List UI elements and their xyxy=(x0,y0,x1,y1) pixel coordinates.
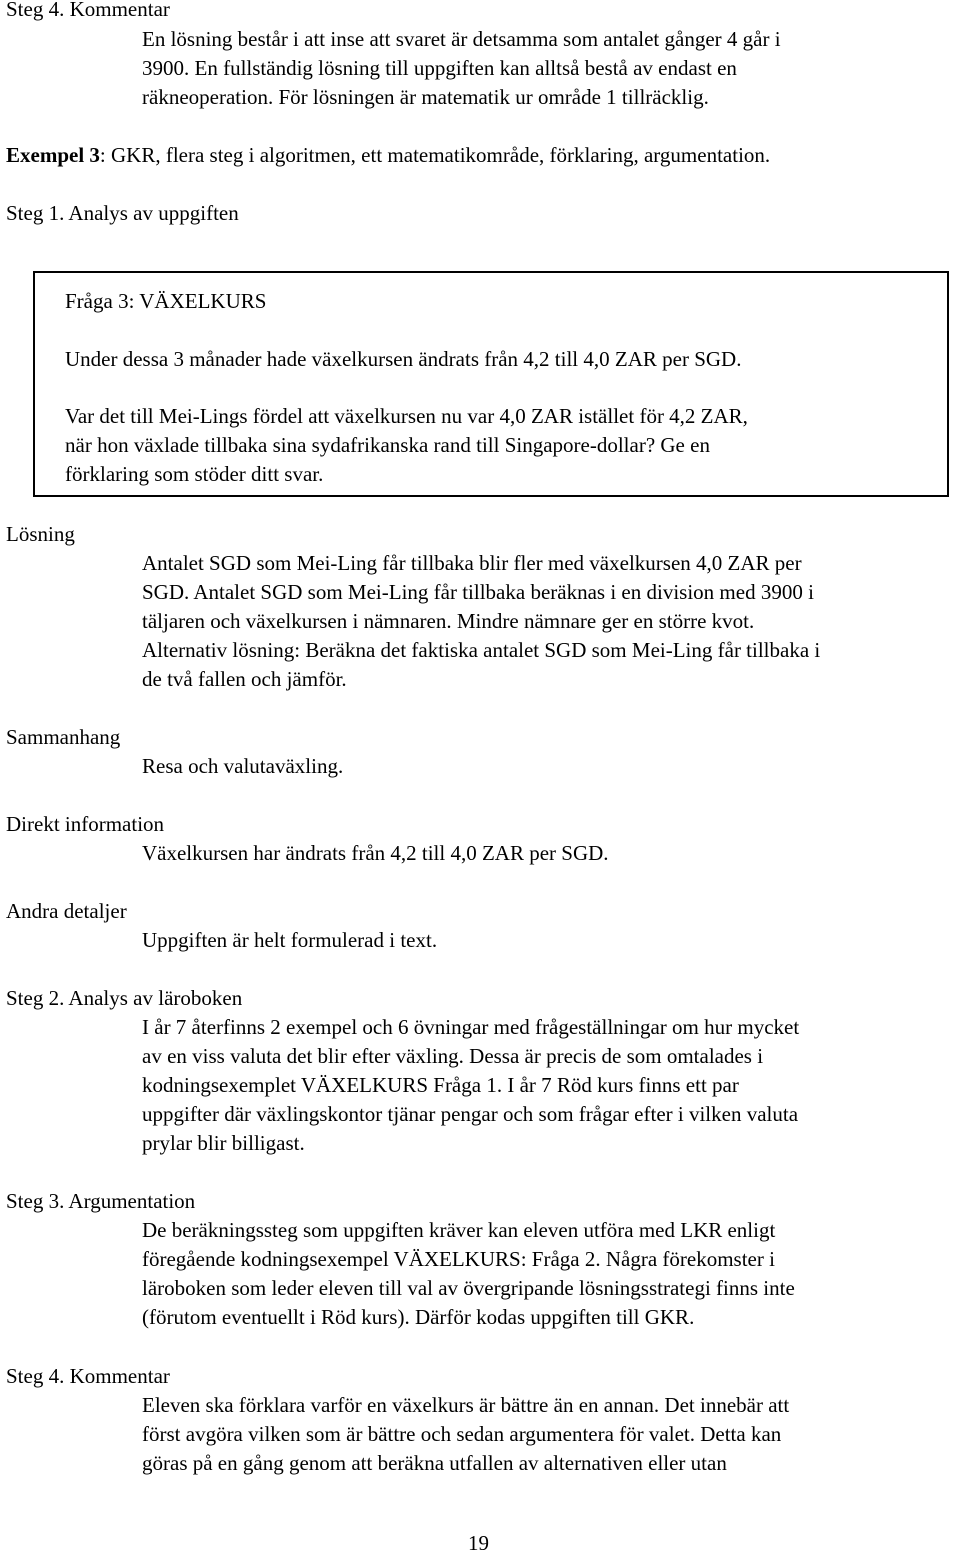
question-title: Fråga 3: VÄXELKURS xyxy=(65,289,267,313)
paragraph-line: De beräkningssteg som uppgiften kräver kan eleven utföra med LKR enligt xyxy=(142,1218,776,1242)
question-statement: Under dessa 3 månader hade växelkursen ändrats från 4,2 till 4,0 ZAR per SGD. xyxy=(65,347,742,371)
solution-line: de två fallen och jämför. xyxy=(142,667,347,691)
paragraph-line: räkneoperation. För lösningen är matematik ur område 1 tillräcklig. xyxy=(142,85,709,109)
page-number: 19 xyxy=(468,1531,489,1555)
section-heading-step2: Steg 2. Analys av läroboken xyxy=(6,986,243,1010)
paragraph-line: av en viss valuta det blir efter växling. Dessa är precis de som omtalades i xyxy=(142,1044,764,1068)
section-heading-step3: Steg 3. Argumentation xyxy=(6,1189,196,1213)
paragraph-line: först avgöra vilken som är bättre och sedan argumentera för valet. Detta kan xyxy=(142,1422,782,1446)
paragraph-line: (förutom eventuellt i Röd kurs). Därför kodas uppgiften till GKR. xyxy=(142,1305,695,1329)
paragraph-line: I år 7 återfinns 2 exempel och 6 övningar med frågeställningar om hur mycket xyxy=(142,1015,800,1039)
direct-info-label: Direkt information xyxy=(6,812,165,836)
question-line: när hon växlade tillbaka sina sydafrikanska rand till Singapore-dollar? Ge en xyxy=(65,433,710,457)
paragraph-line: läroboken som leder eleven till val av övergripande lösningsstrategi finns inte xyxy=(142,1276,795,1300)
solution-label: Lösning xyxy=(6,522,75,546)
example-heading xyxy=(6,143,770,167)
paragraph-line: prylar blir billigast. xyxy=(142,1131,305,1155)
solution-line: SGD. Antalet SGD som Mei-Ling får tillbaka beräknas i en division med 3900 i xyxy=(142,580,814,604)
section-heading-step1: Steg 1. Analys av uppgiften xyxy=(6,201,239,225)
paragraph-line: En lösning består i att inse att svaret är detsamma som antalet gånger 4 går i xyxy=(142,27,781,51)
solution-line: Alternativ lösning: Beräkna det faktiska antalet SGD som Mei-Ling får tillbaka i xyxy=(142,638,821,662)
paragraph-line: 3900. En fullständig lösning till uppgiften kan alltså bestå av endast en xyxy=(142,56,737,80)
paragraph-line: Eleven ska förklara varför en växelkurs är bättre än en annan. Det innebär att xyxy=(142,1393,790,1417)
context-text: Resa och valutaväxling. xyxy=(142,754,344,778)
section-heading-step4: Steg 4. Kommentar xyxy=(6,1364,170,1388)
context-label: Sammanhang xyxy=(6,725,121,749)
section-heading-step4-top: Steg 4. Kommentar xyxy=(6,0,170,21)
paragraph-line: föregående kodningsexempel VÄXELKURS: Fråga 2. Några förekomster i xyxy=(142,1247,775,1271)
solution-line: Antalet SGD som Mei-Ling får tillbaka blir fler med växelkursen 4,0 ZAR per xyxy=(142,551,802,575)
example-text: : GKR, flera steg i algoritmen, ett matematikområde, förklaring, argumentation. xyxy=(99,143,771,167)
direct-info-text: Växelkursen har ändrats från 4,2 till 4,0 ZAR per SGD. xyxy=(142,841,609,865)
question-line: förklaring som stöder ditt svar. xyxy=(65,462,324,486)
solution-line: täljaren och växelkursen i nämnaren. Mindre nämnare ger en större kvot. xyxy=(142,609,755,633)
question-line: Var det till Mei-Lings fördel att växelkursen nu var 4,0 ZAR istället för 4,2 ZAR, xyxy=(65,404,748,428)
paragraph-line: göras på en gång genom att beräkna utfallen av alternativen eller utan xyxy=(142,1451,727,1475)
other-details-label: Andra detaljer xyxy=(6,899,127,923)
example-label: Exempel 3 xyxy=(6,143,100,167)
other-details-text: Uppgiften är helt formulerad i text. xyxy=(142,928,438,952)
paragraph-line: kodningsexemplet VÄXELKURS Fråga 1. I år 7 Röd kurs finns ett par xyxy=(142,1073,739,1097)
paragraph-line: uppgifter där växlingskontor tjänar pengar och som frågar efter i vilken valuta xyxy=(142,1102,799,1126)
question-box xyxy=(33,271,949,497)
